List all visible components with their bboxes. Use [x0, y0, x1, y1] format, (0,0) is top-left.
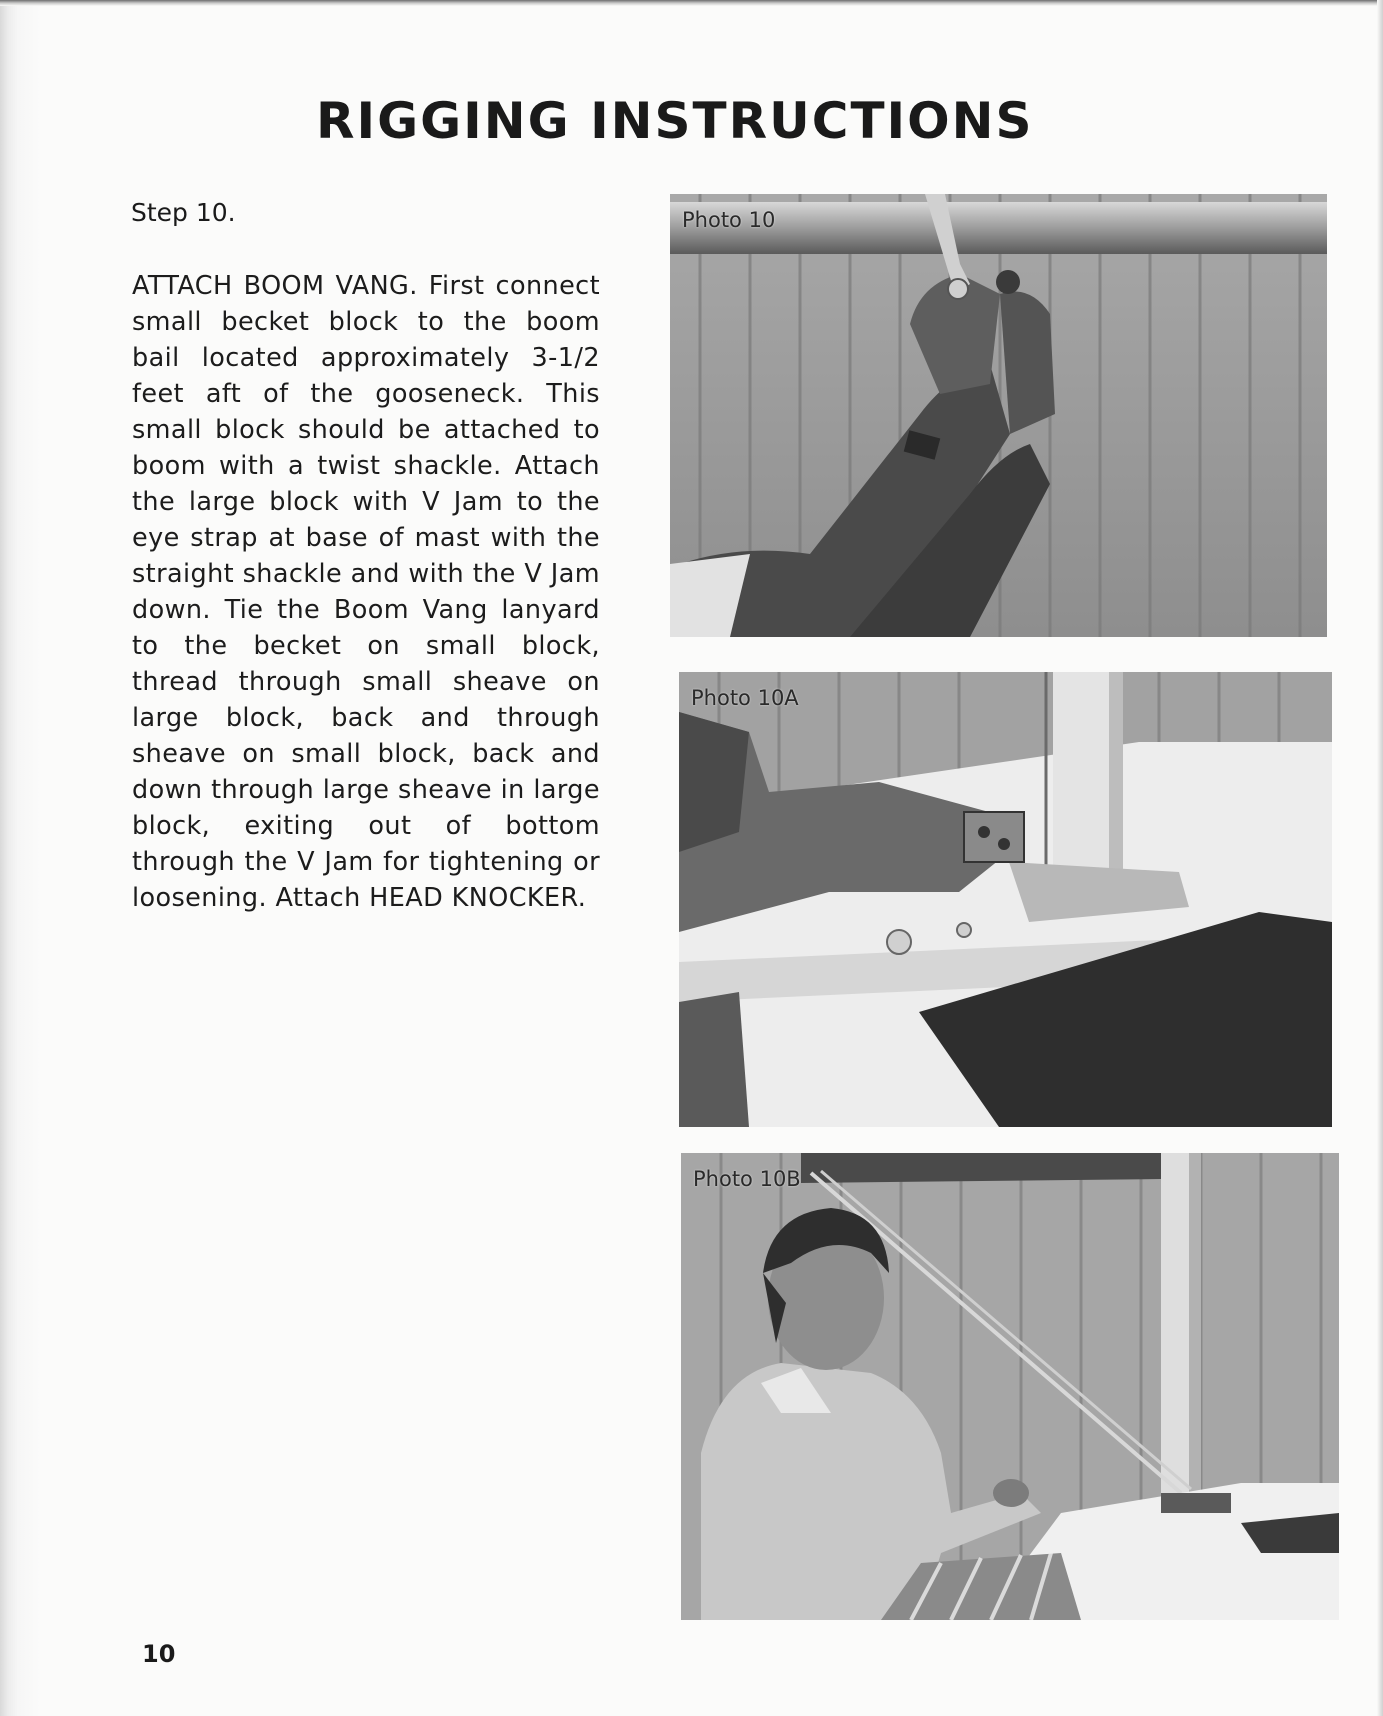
photo-10-label: Photo 10 [682, 208, 776, 232]
book-binding-edge [0, 0, 40, 1716]
photo-10b-image [681, 1153, 1339, 1620]
photo-10a-label: Photo 10A [691, 686, 799, 710]
page-number: 10 [142, 1640, 176, 1668]
step-instructions: ATTACH BOOM VANG. First connect small becket block to the boom bail located approximately 3-1/2 feet aft of the gooseneck. This small block should be attached to boom with a twist shackle. Attach the large block with V Jam to the eye strap at base of mast with the straight shackle and with the V Jam down. Tie the Boom Vang lanyard to the becket on small block, thread through small sheave on large block, back and through sheave on small block, back and down through large sheave in large block, exiting out of bottom through the V Jam for tightening or loosening. Attach HEAD KNOCKER. [132, 271, 600, 913]
page-top-edge [0, 0, 1383, 6]
page-title: RIGGING INSTRUCTIONS [316, 92, 1034, 150]
page-right-edge [1377, 0, 1383, 1716]
photo-10b [681, 1153, 1339, 1620]
photo-10b-label: Photo 10B [693, 1167, 801, 1191]
photo-10 [670, 194, 1327, 637]
photo-10-image [670, 194, 1327, 637]
photo-10a [679, 672, 1332, 1127]
step-label: Step 10. [131, 198, 236, 227]
photo-10a-image [679, 672, 1332, 1127]
